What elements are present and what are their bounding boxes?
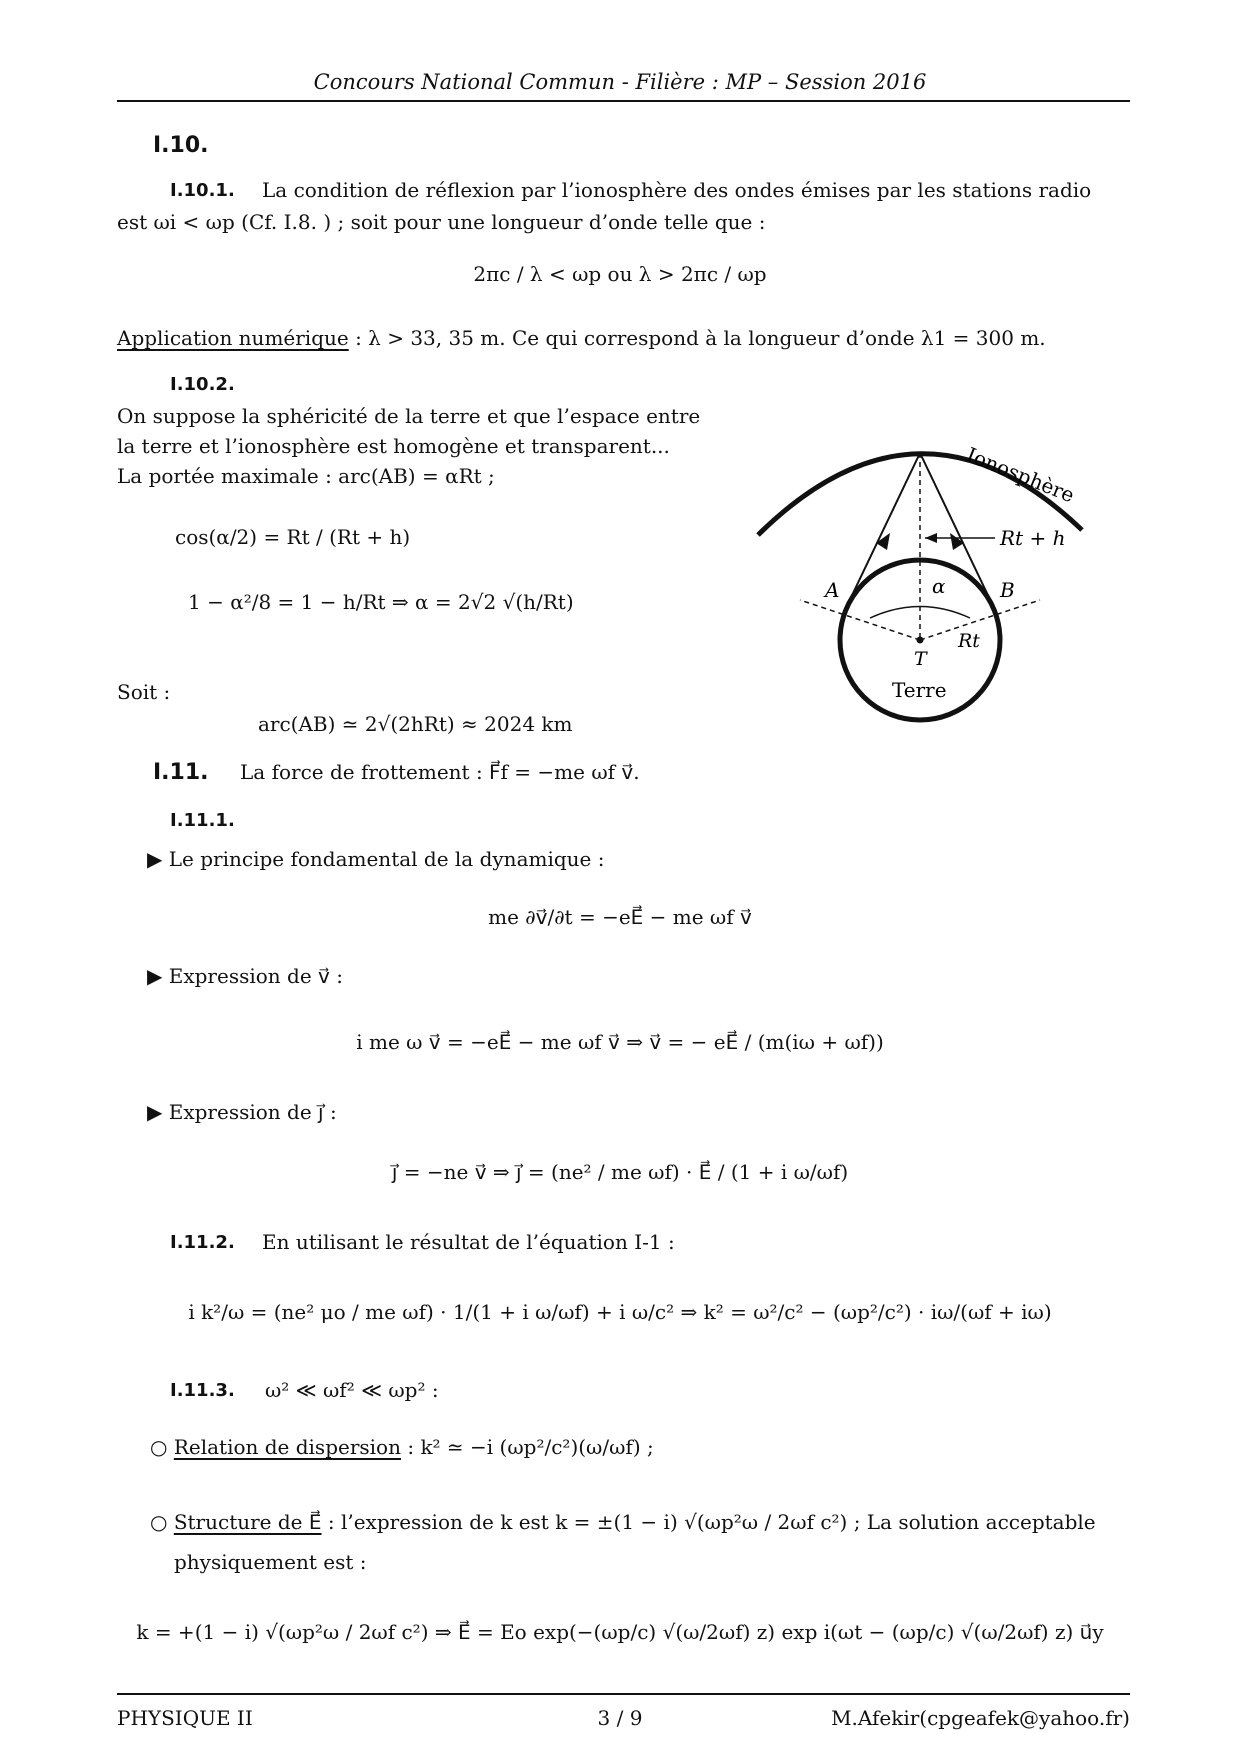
paragraph-i112: En utilisant le résultat de l’équation I-1 : <box>262 1230 675 1254</box>
subsection-label-i102: I.10.2. <box>170 374 235 395</box>
header-rule <box>117 100 1130 102</box>
friction-force-text: La force de frottement : F⃗f = −me ωf v⃗. <box>240 760 640 784</box>
circle-item-dispersion <box>150 1432 654 1462</box>
bullet-v-text: Expression de v⃗ : <box>168 964 343 988</box>
alpha-label: α <box>932 574 946 598</box>
bullet-j-text: Expression de j⃗ : <box>168 1100 337 1124</box>
section-heading-i10: I.10. <box>153 133 209 158</box>
paragraph-i102-line1: On suppose la sphéricité de la terre et que l’espace entre <box>117 404 701 428</box>
footer-right: M.Afekir(cpgeafek@yahoo.fr) <box>831 1706 1130 1730</box>
circle-bullet-icon: ○ <box>150 1435 168 1459</box>
ionosphere-label: Ionosphère <box>963 442 1078 508</box>
point-b-label: B <box>1000 578 1015 602</box>
subsection-label-i111: I.11.1. <box>170 810 235 831</box>
footer-page-number: 3 / 9 <box>597 1706 643 1730</box>
earth-label: Terre <box>892 678 947 702</box>
numerical-application-text: : λ > 33, 35 m. Ce qui correspond à la longueur d’onde λ1 = 300 m. <box>355 326 1046 350</box>
circle-bullet-icon: ○ <box>150 1510 168 1534</box>
subsection-label-i112-text: I.11.2. <box>170 1232 235 1253</box>
bullet-j <box>147 1097 337 1127</box>
equation-pfd: me ∂v⃗/∂t = −eE⃗ − me ωf v⃗ <box>488 905 752 929</box>
earth-center-dot <box>917 637 924 644</box>
rt-h-label: Rt + h <box>1000 526 1066 550</box>
bullet-pfd-text: Le principe fondamental de la dynamique : <box>168 847 605 871</box>
bullet-v <box>147 961 343 991</box>
structure-text: : l’expression de k est k = ±(1 − i) √(ωp²ω / 2ωf c²) ; La solution acceptable <box>327 1510 1096 1534</box>
paragraph-i101-line2: est ωi < ωp (Cf. I.8. ) ; soit pour une longueur d’onde telle que : <box>117 210 766 234</box>
equation-arc-range: arc(AB) ≃ 2√(2hRt) ≈ 2024 km <box>258 712 573 736</box>
wave-up-ray <box>845 453 920 610</box>
structure-label: Structure de E⃗ <box>173 1510 322 1534</box>
footer-left: PHYSIQUE II <box>117 1706 253 1730</box>
numerical-application-line <box>117 323 1046 353</box>
circle-item-structure <box>150 1507 1096 1537</box>
soit-label: Soit : <box>117 680 171 704</box>
equation-reflection-condition: 2πc / λ < ωp ou λ > 2πc / ωp <box>473 262 767 286</box>
paragraph-i102-line2: la terre et l’ionosphère est homogène et transparent... <box>117 434 670 458</box>
page-header: Concours National Commun - Filière : MP – Session 2016 <box>313 70 927 94</box>
rt-h-arrow-icon <box>925 533 937 543</box>
numerical-application-label: Application numérique <box>117 326 349 350</box>
dispersion-label: Relation de dispersion <box>173 1435 401 1459</box>
paragraph-i101-line1: La condition de réflexion par l’ionosphère des ondes émises par les stations radio <box>262 178 1092 202</box>
structure-text-line2: physiquement est : <box>174 1550 367 1574</box>
equation-alpha: 1 − α²/8 = 1 − h/Rt ⇒ α = 2√2 √(h/Rt) <box>188 590 574 614</box>
paragraph-i113: ω² ≪ ωf² ≪ ωp² : <box>265 1378 439 1402</box>
center-t-label: T <box>914 648 927 670</box>
bullet-pfd <box>147 844 604 874</box>
equation-cos-alpha: cos(α/2) = Rt / (Rt + h) <box>175 525 411 549</box>
section-heading-i11: I.11. <box>153 760 209 785</box>
radius-right <box>920 600 1040 640</box>
subsection-label-i101: I.10.1. <box>170 180 235 201</box>
equation-dispersion-general: i k²/ω = (ne² μo / me ωf) · 1/(1 + i ω/ωf) + i ω/c² ⇒ k² = ω²/c² − (ωp²/c²) · iω/(ωf + iω) <box>188 1300 1052 1324</box>
triangle-bullet-icon: ▶ <box>147 847 163 871</box>
footer-rule <box>117 1693 1130 1695</box>
radius-left <box>800 600 920 640</box>
equation-current-density: j⃗ = −ne v⃗ ⇒ j⃗ = (ne² / me ωf) · E⃗ / (1 + i ω/ωf) <box>391 1160 849 1184</box>
paragraph-i102-line3: La portée maximale : arc(AB) = αRt ; <box>117 464 495 488</box>
subsection-label-i113: I.11.3. <box>170 1380 235 1401</box>
subsection-label-i112 <box>170 1232 235 1253</box>
triangle-bullet-icon: ▶ <box>147 1100 163 1124</box>
equation-velocity: i me ω v⃗ = −eE⃗ − me ωf v⃗ ⇒ v⃗ = − eE⃗ / (m(iω + ωf)) <box>356 1030 884 1054</box>
triangle-bullet-icon: ▶ <box>147 964 163 988</box>
point-a-label: A <box>825 578 840 602</box>
rt-label: Rt <box>958 630 980 652</box>
ionosphere-diagram <box>740 395 1120 725</box>
equation-wave-solution: k = +(1 − i) √(ωp²ω / 2ωf c²) ⇒ E⃗ = Eo exp(−(ωp/c) √(ω/2ωf) z) exp i(ωt − (ωp/c) √(ω/2ωf) z) u⃗y <box>136 1620 1104 1644</box>
dispersion-text: : k² ≃ −i (ωp²/c²)(ω/ωf) ; <box>407 1435 654 1459</box>
